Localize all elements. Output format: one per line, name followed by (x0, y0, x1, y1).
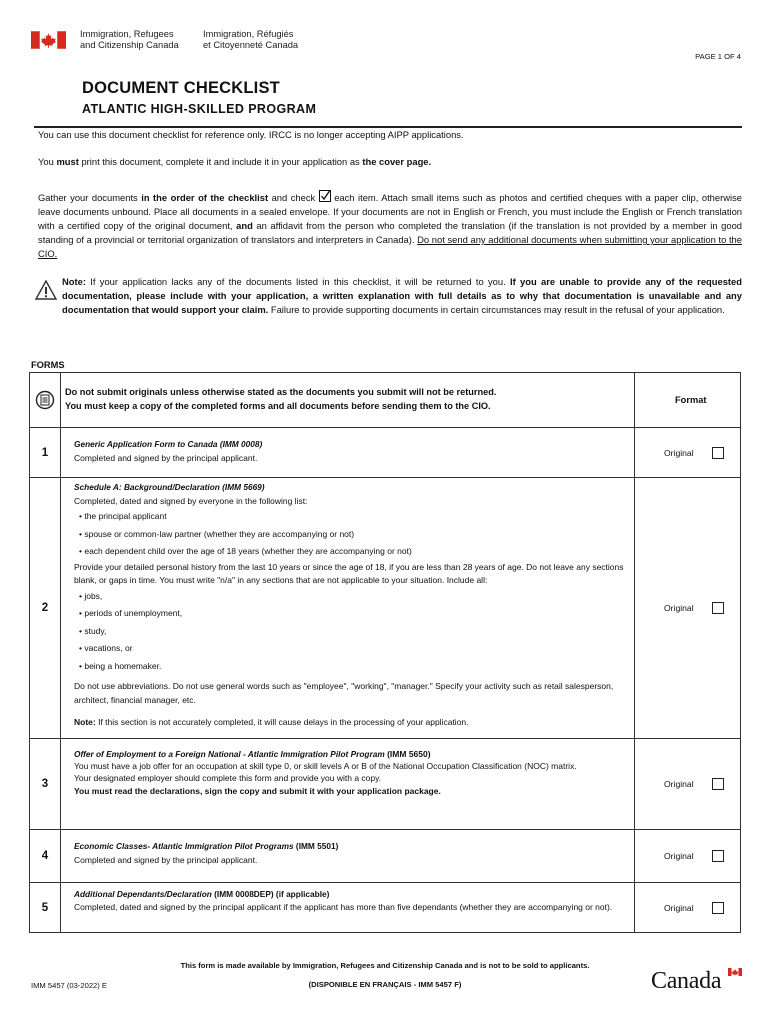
item-number: 1 (30, 428, 61, 477)
item-title: Additional Dependants/Declaration (IMM 0008DEP) (if applicable) (74, 889, 330, 899)
item-format: Original (634, 428, 740, 477)
department-name-en: Immigration, Refugees and Citizenship Canada (80, 29, 179, 50)
table-header-icon-cell (30, 373, 61, 427)
item-content (74, 478, 624, 735)
item-note: Note: If this section is not accurately completed, it will cause delays in the processing of your application. (74, 716, 469, 727)
item-format: Original (634, 739, 740, 829)
page-title: DOCUMENT CHECKLIST (82, 79, 280, 97)
item-1-checkbox[interactable] (712, 447, 724, 459)
item-number: 2 (30, 478, 61, 738)
item-number: 4 (30, 830, 61, 882)
item-description-2: Your designated employer should complete this form and provide you with a copy. (74, 773, 382, 784)
intro-paragraph-1: You can use this document checklist for reference only. IRCC is no longer accepting AIPP applications. (38, 129, 464, 140)
item-description: You must have a job offer for an occupation at skill type 0, or skill levels A or B of the National Occupation Classification (NOC) matrix. (74, 761, 577, 772)
table-row (30, 738, 740, 829)
originals-warning: Do not submit originals unless otherwise stated as the documents you submit will not be returned. You must keep a copy of the completed forms and all documents before sending them to the CIO. (65, 387, 497, 411)
item-2-checkbox[interactable] (712, 602, 724, 614)
item-title: Offer of Employment to a Foreign National - Atlantic Immigration Pilot Program (IMM 5650) (74, 749, 431, 759)
list-item: • the principal applicant (79, 511, 167, 522)
item-number: 5 (30, 883, 61, 932)
footer-disclaimer: This form is made available by Immigration, Refugees and Citizenship Canada and is not to be sold to applicants. (180, 961, 590, 970)
list-item: • spouse or common-law partner (whether they are accompanying or not) (79, 528, 355, 539)
table-row (30, 477, 740, 738)
list-item: • periods of unemployment, (79, 608, 183, 619)
note-paragraph: Note: If your application lacks any of the documents listed in this checklist, it will be returned to you. If you are unable to provide any of the requested documentation, please include with your application, a written explanation with full details as to why that documentation is unavailable and any documentation that would support your claim. Failure to provide supporting documents in certain circumstances may result in the refusal of your application. (62, 276, 742, 315)
item-format: Original (634, 830, 740, 882)
page-number: PAGE 1 OF 4 (695, 52, 741, 61)
table-row (30, 829, 740, 882)
list-item: • each dependent child over the age of 18 years (whether they are accompanying or not) (79, 546, 412, 557)
item-description-3: You must read the declarations, sign the copy and submit it with your application package. (74, 785, 441, 796)
item-number: 3 (30, 739, 61, 829)
item-title: Schedule A: Background/Declaration (IMM 5669) (74, 482, 265, 492)
item-format: Original (634, 478, 740, 738)
item-title: Economic Classes- Atlantic Immigration Pilot Programs (IMM 5501) (74, 841, 339, 851)
canada-flag-icon (31, 31, 66, 49)
warning-icon (35, 280, 57, 300)
item-description: Completed and signed by the principal applicant. (74, 854, 258, 865)
form-identifier: IMM 5457 (03-2022) E (31, 981, 107, 990)
abbreviation-instructions: Do not use abbreviations. Do not use general words such as "employee", "working", "manager." Specify your activity such as retail salesperson, architect, financial manager, etc. (74, 681, 614, 705)
item-content (74, 428, 620, 471)
wordmark-flag-icon (728, 968, 742, 976)
list-item: • being a homemaker. (79, 660, 162, 671)
intro-paragraph-2: You must print this document, complete it and include it in your application as the cover page. (38, 156, 432, 167)
forms-table-header (30, 373, 740, 427)
item-content (74, 830, 620, 873)
checkmark-box-icon (319, 190, 331, 202)
table-row (30, 427, 740, 477)
item-format: Original (634, 883, 740, 932)
page-subtitle: ATLANTIC HIGH-SKILLED PROGRAM (82, 102, 317, 116)
item-5-checkbox[interactable] (712, 902, 724, 914)
forms-heading: FORMS (31, 360, 65, 370)
canada-wordmark: Canada (651, 968, 743, 994)
item-description: Completed, dated and signed by the principal applicant if the applicant has more than five dependants (whether they are accompanying or not). (74, 901, 613, 912)
item-content (74, 883, 620, 919)
forms-table (29, 372, 741, 933)
original-documents-icon (35, 390, 55, 410)
item-description: Completed, dated and signed by everyone in the following list: (74, 495, 308, 506)
item-description: Completed and signed by the principal applicant. (74, 452, 258, 463)
format-column-header: Format (634, 373, 740, 427)
list-item: • jobs, (79, 590, 103, 601)
item-4-checkbox[interactable] (712, 850, 724, 862)
list-item: • study, (79, 625, 107, 636)
intro-paragraph-3: Gather your documents in the order of the checklist and check each item. Attach small items such as photos and certified cheques with a paper clip, otherwise leave documents unbound. Place all documents in a sealed envelope. If your documents are not in English or French, you must include the English or French translation with a certified copy of the original document, and an affidavit from the person who completed the translation (if the translation is not provided by a member in good standing of a provincial or territorial organization of translators and interpreters in Canada). Do not send any additional documents when submitting your application to the CIO. (38, 192, 742, 259)
table-row (30, 882, 740, 932)
item-3-checkbox[interactable] (712, 778, 724, 790)
department-name-fr: Immigration, Réfugiés et Citoyenneté Canada (203, 29, 299, 50)
item-content (74, 739, 620, 803)
footer-french-availability: (DISPONIBLE EN FRANÇAIS - IMM 5457 F) (308, 980, 462, 989)
list-item: • vacations, or (79, 643, 133, 654)
history-instructions: Provide your detailed personal history from the last 10 years or since the age of 18, if you are less than 28 years of age. Do not leave any sections blank, or gaps in time. You must write "n/a" in any sections that are not applicable to your situation. Include all: (74, 561, 624, 586)
item-title: Generic Application Form to Canada (IMM 0008) (74, 439, 263, 449)
